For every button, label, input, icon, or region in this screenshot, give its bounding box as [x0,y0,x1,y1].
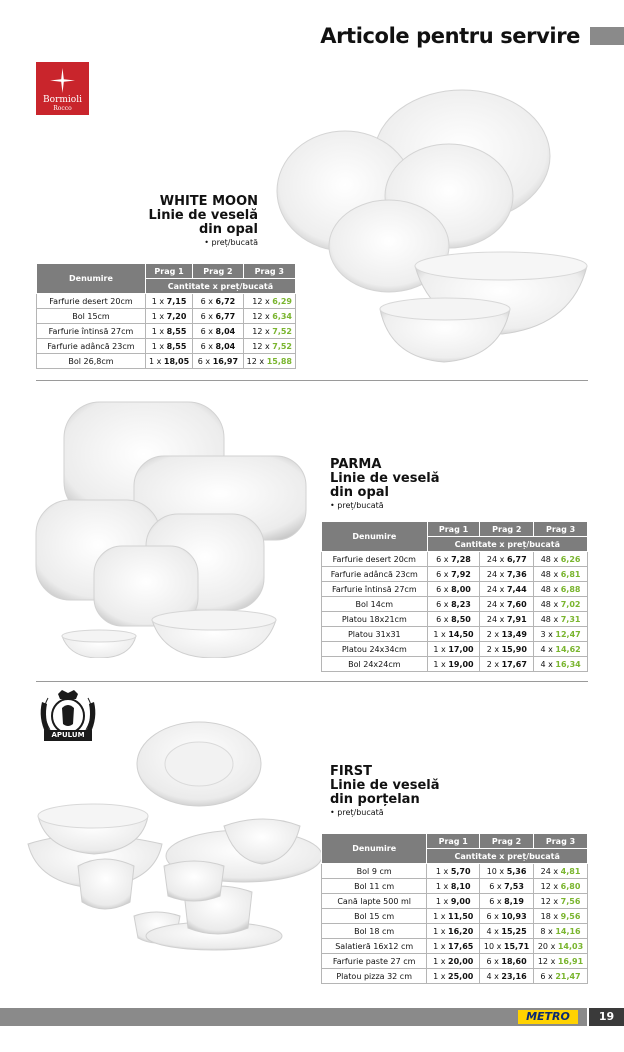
parma-title-block [330,458,440,512]
column-subheader: Cantitate x preț/bucată [427,849,588,864]
column-header-tier3: Prag 3 [243,264,295,279]
column-header-name: Denumire [322,834,427,864]
table-row [322,597,588,612]
price-tier2: 6 x 8,19 [480,894,534,909]
product-line: Linie de veselă [330,778,440,793]
table-row [37,309,296,324]
product-line: Linie de veselă [148,208,258,223]
parma-price-table [321,521,588,672]
column-header-tier2: Prag 2 [193,264,243,279]
table-row [322,642,588,657]
price-tier2: 2 x 13,49 [480,627,534,642]
bormioli-name: Bormioli [43,95,82,105]
table-row [37,354,296,369]
table-row [322,627,588,642]
star-sparkle-icon [50,68,75,93]
product-name: WHITE MOON [159,194,258,209]
table-row [322,894,588,909]
price-tier3: 48 x 7,02 [534,597,588,612]
price-tier2: 2 x 15,90 [480,642,534,657]
table-row [322,567,588,582]
product-material: din opal [330,485,390,500]
price-tier3: 6 x 21,47 [534,969,588,984]
white-moon-price-table [36,263,296,369]
price-tier2: 24 x 7,91 [480,612,534,627]
price-tier2: 24 x 7,60 [480,597,534,612]
price-tier1: 1 x 7,20 [145,309,192,324]
table-row [322,909,588,924]
table-row [322,657,588,672]
price-tier3: 20 x 14,03 [534,939,588,954]
price-tier3: 24 x 4,81 [534,864,588,879]
price-tier2: 4 x 23,16 [480,969,534,984]
row-name: Platou 31x31 [322,627,428,642]
price-tier3: 4 x 14,62 [534,642,588,657]
table-row [37,324,296,339]
column-header-tier3: Prag 3 [534,522,588,537]
header-accent-bar [590,27,624,45]
price-tier1: 1 x 8,55 [145,339,192,354]
price-tier1: 1 x 18,05 [145,354,192,369]
row-name: Farfurie desert 20cm [322,552,428,567]
price-tier3: 48 x 7,31 [534,612,588,627]
row-name: Bol 11 cm [322,879,427,894]
row-name: Cană lapte 500 ml [322,894,427,909]
table-row [322,879,588,894]
table-row [322,939,588,954]
price-unit-note: • preț/bucată [330,501,384,510]
price-tier1: 6 x 8,00 [427,582,480,597]
parma-product-photo [34,396,310,658]
table-row [322,582,588,597]
column-header-tier2: Prag 2 [480,522,534,537]
price-tier1: 6 x 7,28 [427,552,480,567]
product-line: Linie de veselă [330,471,440,486]
price-tier3: 3 x 12,47 [534,627,588,642]
row-name: Bol 15 cm [322,909,427,924]
price-tier3: 48 x 6,26 [534,552,588,567]
price-tier1: 1 x 16,20 [427,924,480,939]
table-row [322,612,588,627]
column-header-name: Denumire [37,264,146,294]
row-name: Farfurie adâncă 23cm [37,339,146,354]
price-tier3: 12 x 6,34 [243,309,295,324]
row-name: Bol 15cm [37,309,146,324]
price-tier2: 6 x 6,72 [193,294,243,309]
price-tier2: 4 x 15,25 [480,924,534,939]
price-tier2: 6 x 10,93 [480,909,534,924]
price-tier3: 8 x 14,16 [534,924,588,939]
price-tier3: 12 x 15,88 [243,354,295,369]
table-row [37,339,296,354]
price-tier2: 6 x 7,53 [480,879,534,894]
price-tier3: 12 x 6,80 [534,879,588,894]
row-name: Platou pizza 32 cm [322,969,427,984]
price-tier1: 6 x 8,23 [427,597,480,612]
metro-logo: METRO [518,1010,578,1024]
row-name: Bol 18 cm [322,924,427,939]
price-tier1: 1 x 9,00 [427,894,480,909]
row-name: Bol 9 cm [322,864,427,879]
price-unit-note: • preț/bucată [330,808,384,817]
price-tier1: 1 x 17,00 [427,642,480,657]
product-material: din porțelan [330,792,420,807]
table-row [322,924,588,939]
column-header-tier1: Prag 1 [145,264,192,279]
white-moon-product-photo [272,86,588,366]
price-tier1: 1 x 11,50 [427,909,480,924]
row-name: Platou 24x34cm [322,642,428,657]
price-tier2: 24 x 7,44 [480,582,534,597]
price-tier1: 1 x 7,15 [145,294,192,309]
apulum-name: APULUM [44,730,92,741]
price-tier2: 24 x 6,77 [480,552,534,567]
page-number: 19 [589,1008,624,1026]
price-tier2: 6 x 6,77 [193,309,243,324]
price-tier3: 12 x 6,29 [243,294,295,309]
table-row [322,552,588,567]
white-moon-title-block [148,195,258,249]
product-name: FIRST [330,764,372,779]
row-name: Bol 24x24cm [322,657,428,672]
price-tier1: 1 x 17,65 [427,939,480,954]
row-name: Platou 18x21cm [322,612,428,627]
bormioli-logo [36,62,89,115]
price-tier2: 6 x 8,04 [193,324,243,339]
first-price-table [321,833,588,984]
column-subheader: Cantitate x preț/bucată [427,537,587,552]
row-name: Farfurie paste 27 cm [322,954,427,969]
row-name: Farfurie desert 20cm [37,294,146,309]
price-tier3: 4 x 16,34 [534,657,588,672]
price-tier3: 48 x 6,88 [534,582,588,597]
price-tier1: 6 x 8,50 [427,612,480,627]
price-tier2: 6 x 16,97 [193,354,243,369]
price-tier2: 6 x 18,60 [480,954,534,969]
price-tier1: 1 x 25,00 [427,969,480,984]
row-name: Farfurie întinsă 27cm [322,582,428,597]
first-product-photo [24,716,324,956]
first-title-block [330,765,440,819]
column-header-tier1: Prag 1 [427,522,480,537]
column-header-tier1: Prag 1 [427,834,480,849]
row-name: Bol 26,8cm [37,354,146,369]
price-tier3: 18 x 9,56 [534,909,588,924]
row-name: Farfurie adâncă 23cm [322,567,428,582]
price-unit-note: • preț/bucată [204,238,258,247]
table-row [322,954,588,969]
price-tier2: 10 x 5,36 [480,864,534,879]
section-divider [36,681,588,682]
product-material: din opal [198,222,258,237]
column-header-name: Denumire [322,522,428,552]
price-tier2: 24 x 7,36 [480,567,534,582]
price-tier3: 12 x 16,91 [534,954,588,969]
row-name: Bol 14cm [322,597,428,612]
price-tier1: 6 x 7,92 [427,567,480,582]
table-row [322,969,588,984]
price-tier3: 12 x 7,56 [534,894,588,909]
price-tier2: 10 x 15,71 [480,939,534,954]
section-divider [36,380,588,381]
price-tier3: 48 x 6,81 [534,567,588,582]
column-subheader: Cantitate x preț/bucată [145,279,295,294]
table-row [37,294,296,309]
product-name: PARMA [330,457,382,472]
price-tier1: 1 x 5,70 [427,864,480,879]
price-tier1: 1 x 19,00 [427,657,480,672]
table-row [322,864,588,879]
bormioli-sub: Rocco [53,105,72,112]
row-name: Salatieră 16x12 cm [322,939,427,954]
price-tier3: 12 x 7,52 [243,324,295,339]
price-tier1: 1 x 8,55 [145,324,192,339]
footer-bar [0,1008,587,1026]
price-tier1: 1 x 8,10 [427,879,480,894]
row-name: Farfurie întinsă 27cm [37,324,146,339]
price-tier3: 12 x 7,52 [243,339,295,354]
price-tier1: 1 x 14,50 [427,627,480,642]
column-header-tier2: Prag 2 [480,834,534,849]
price-tier2: 2 x 17,67 [480,657,534,672]
page-title: Articole pentru servire [320,24,580,48]
price-tier1: 1 x 20,00 [427,954,480,969]
column-header-tier3: Prag 3 [534,834,588,849]
price-tier2: 6 x 8,04 [193,339,243,354]
